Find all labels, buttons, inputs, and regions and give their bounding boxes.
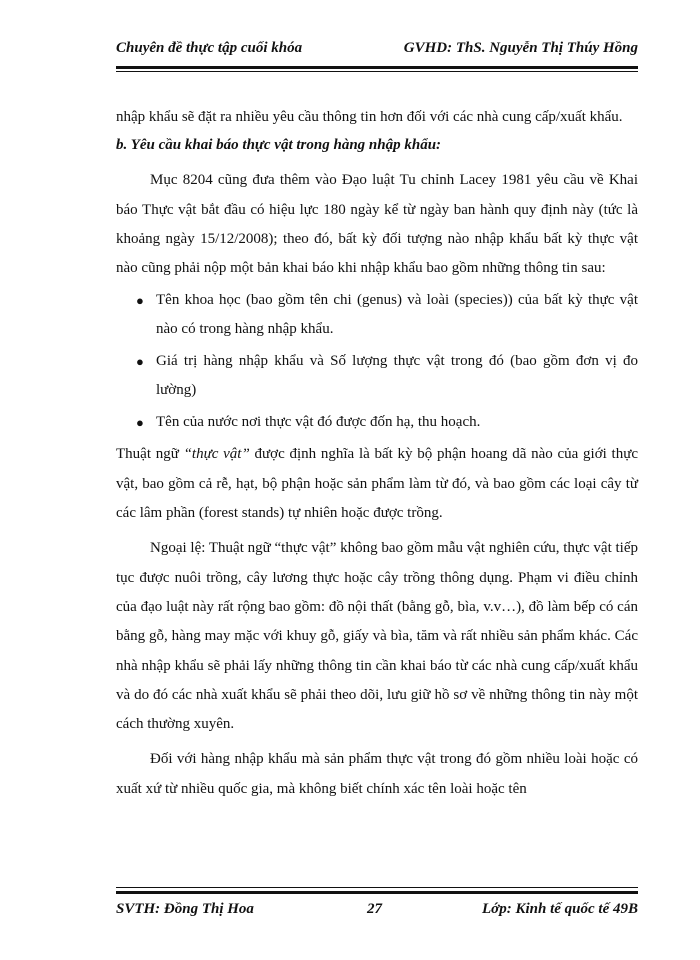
paragraph-definition <box>116 440 638 528</box>
page-body <box>116 104 638 804</box>
bullet-icon: ● <box>136 354 144 370</box>
bullet-icon: ● <box>136 415 144 431</box>
page-footer <box>116 901 638 923</box>
footer-rule-thin <box>116 887 638 888</box>
bullet-text: Giá trị hàng nhập khẩu và Số lượng thực vật trong đó (bao gồm đơn vị đo lường) <box>156 353 638 399</box>
subheading: b. Yêu cầu khai báo thực vật trong hàng nhập khẩu: <box>116 137 442 153</box>
footer-student: SVTH: Đồng Thị Hoa <box>116 901 254 917</box>
definition-term: “thực vật” <box>183 446 250 463</box>
definition-lead: Thuật ngữ <box>116 446 184 463</box>
page-number: 27 <box>367 901 382 917</box>
bullet-item <box>116 286 638 344</box>
definition-text: được định nghĩa là bất kỳ bộ phận hoang dã nào của giới thực vật, bao gồm cả rễ, hạt, bộ phận hoặc sản phẩm làm từ đó, và bao gồm các loại cây từ các lâm phần (forest stands) tự nhiên hoặc được trồng. <box>116 446 638 522</box>
paragraph-exception: Ngoại lệ: Thuật ngữ “thực vật” không bao gồm mẫu vật nghiên cứu, thực vật tiếp tục được nuôi trồng, cây lương thực hoặc cây trồng thông dụng. Phạm vi điều chỉnh của đạo luật này rất rộng bao gồm: đồ nội thất (bằng gỗ, bìa, v.v…), đồ làm bếp có cán bằng gỗ, hàng may mặc với khuy gỗ, giấy và bìa, tăm và rất nhiều sản phẩm khác. Các nhà nhập khẩu sẽ phải lấy những thông tin cần khai báo từ các nhà cung cấp/xuất khẩu và do đó các nhà xuất khẩu sẽ phải theo dõi, lưu giữ hồ sơ về những thông tin này một cách thường xuyên. <box>116 540 638 733</box>
header-rule-thin <box>116 71 638 72</box>
bullet-item <box>116 347 638 405</box>
footer-rule-thick <box>116 891 638 894</box>
footer-class: Lớp: Kinh tế quốc tế 49B <box>482 901 638 917</box>
paragraph-section-8204: Mục 8204 cũng đưa thêm vào Đạo luật Tu chỉnh Lacey 1981 yêu cầu về Khai báo Thực vật bắt đầu có hiệu lực 180 ngày kể từ ngày ban hành quy định này (tức là khoảng ngày 15/12/2008); theo đó, bất kỳ đối tượng nào nhập khẩu bất kỳ thực vật nào cũng phải nộp một bản khai báo khi nhập khẩu bao gồm những thông tin sau: <box>116 172 638 277</box>
header-title: Chuyên đề thực tập cuối khóa <box>116 40 303 56</box>
bullet-item <box>116 408 638 437</box>
paragraph-mixed-species: Đối với hàng nhập khẩu mà sản phẩm thực vật trong đó gồm nhiều loài hoặc có xuất xứ từ nhiều quốc gia, mà không biết chính xác tên loài hoặc tên <box>116 751 638 797</box>
page-header <box>116 40 638 62</box>
bullet-icon: ● <box>136 293 144 309</box>
header-rule-thick <box>116 66 638 69</box>
header-supervisor: GVHD: ThS. Nguyễn Thị Thúy Hồng <box>403 40 638 56</box>
bullet-text: Tên của nước nơi thực vật đó được đốn hạ, thu hoạch. <box>156 414 481 431</box>
paragraph-continuation: nhập khẩu sẽ đặt ra nhiều yêu cầu thông tin hơn đối với các nhà cung cấp/xuất khẩu. <box>116 109 623 125</box>
bullet-text: Tên khoa học (bao gồm tên chi (genus) và loài (species)) của bất kỳ thực vật nào có trong hàng nhập khẩu. <box>156 292 638 338</box>
